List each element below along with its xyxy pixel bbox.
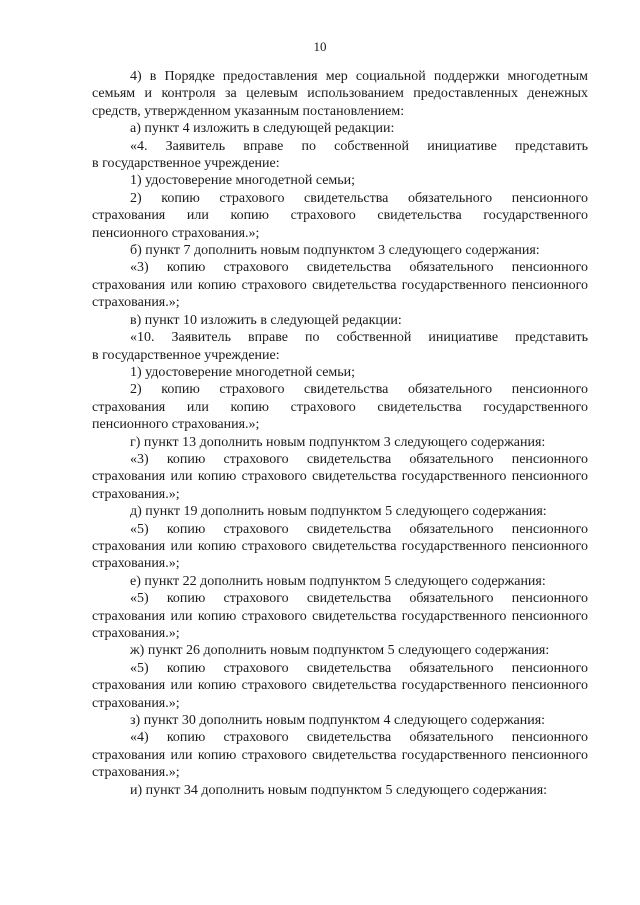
paragraph [92,138,588,173]
paragraph [92,329,588,364]
paragraph [92,451,588,503]
paragraph-line: средств, утвержденном указанным постановлением: [92,103,405,119]
paragraph-line: 2) копию страхового свидетельства обязательного пенсионного [130,190,588,206]
document-body [92,68,588,799]
paragraph-line: страхования.»; [92,556,180,572]
paragraph [92,381,588,433]
paragraph-line: «5) копию страхового свидетельства обязательного пенсионного [130,591,588,607]
paragraph [92,660,588,712]
paragraph-line: е) пункт 22 дополнить новым подпунктом 5 следующего содержания: [130,573,546,589]
paragraph-line: страхования или копию страхового свидетельства государственного [92,208,588,224]
paragraph-line: пенсионного страхования.»; [92,225,260,241]
paragraph-line: пенсионного страхования.»; [92,417,260,433]
paragraph-line: и) пункт 34 дополнить новым подпунктом 5 следующего содержания: [130,782,548,798]
paragraph-line: з) пункт 30 дополнить новым подпунктом 4 следующего содержания: [130,713,546,729]
paragraph-line: «10. Заявитель вправе по собственной инициативе представить [130,330,588,346]
paragraph [92,729,588,781]
paragraph [92,68,588,120]
paragraph [92,242,588,259]
paragraph [92,573,588,590]
paragraph-line: страхования.»; [92,486,180,502]
paragraph-line: «5) копию страхового свидетельства обязательного пенсионного [130,660,588,676]
paragraph-line: в государственное учреждение: [92,347,280,363]
paragraph-line: «5) копию страхового свидетельства обязательного пенсионного [130,521,588,537]
paragraph-line: страхования.»; [92,626,180,641]
paragraph-line: страхования или копию страхового свидетельства государственного [92,399,588,415]
paragraph-line: а) пункт 4 изложить в следующей редакции: [130,121,395,137]
paragraph-line: страхования или копию страхового свидетельства государственного пенсионного [92,608,588,624]
paragraph [92,434,588,451]
paragraph [92,259,588,311]
paragraph-line: 1) удостоверение многодетной семьи; [130,173,356,189]
paragraph-line: ж) пункт 26 дополнить новым подпунктом 5 следующего содержания: [130,643,550,659]
paragraph-line: страхования или копию страхового свидетельства государственного пенсионного [92,469,588,485]
paragraph-line: «3) копию страхового свидетельства обязательного пенсионного [130,260,588,276]
paragraph-line: в) пункт 10 изложить в следующей редакции: [130,312,402,328]
paragraph-line: страхования.»; [92,695,180,711]
paragraph [92,172,588,189]
paragraph-line: в государственное учреждение: [92,156,280,172]
paragraph-line: страхования или копию страхового свидетельства государственного пенсионного [92,538,588,554]
paragraph [92,190,588,242]
paragraph-line: страхования.»; [92,765,180,781]
paragraph-line: «3) копию страхового свидетельства обязательного пенсионного [130,451,588,467]
paragraph-line: 4) в Порядке предоставления мер социальной поддержки многодетным [130,69,588,84]
paragraph [92,120,588,137]
paragraph-line: б) пункт 7 дополнить новым подпунктом 3 следующего содержания: [130,243,540,259]
paragraph [92,642,588,659]
paragraph-line: 2) копию страхового свидетельства обязательного пенсионного [130,382,588,398]
paragraph [92,590,588,642]
paragraph-line: страхования или копию страхового свидетельства государственного пенсионного [92,678,588,694]
paragraph [92,712,588,729]
paragraph-line: «4) копию страхового свидетельства обязательного пенсионного [130,730,588,746]
paragraph [92,312,588,329]
paragraph-line: «4. Заявитель вправе по собственной инициативе представить [130,138,588,154]
paragraph [92,503,588,520]
paragraph-line: 1) удостоверение многодетной семьи; [130,364,356,380]
paragraph [92,782,588,799]
paragraph [92,364,588,381]
paragraph-line: семьям и контроля за целевым использованием предоставленных денежных [92,86,588,102]
paragraph [92,521,588,573]
paragraph-line: д) пункт 19 дополнить новым подпунктом 5 следующего содержания: [130,504,547,520]
paragraph-line: г) пункт 13 дополнить новым подпунктом 3 следующего содержания: [130,434,546,450]
paragraph-line: страхования или копию страхового свидетельства государственного пенсионного [92,747,588,763]
paragraph-line: страхования или копию страхового свидетельства государственного пенсионного [92,277,588,293]
paragraph-line: страхования.»; [92,295,180,311]
page-number: 10 [313,39,327,54]
